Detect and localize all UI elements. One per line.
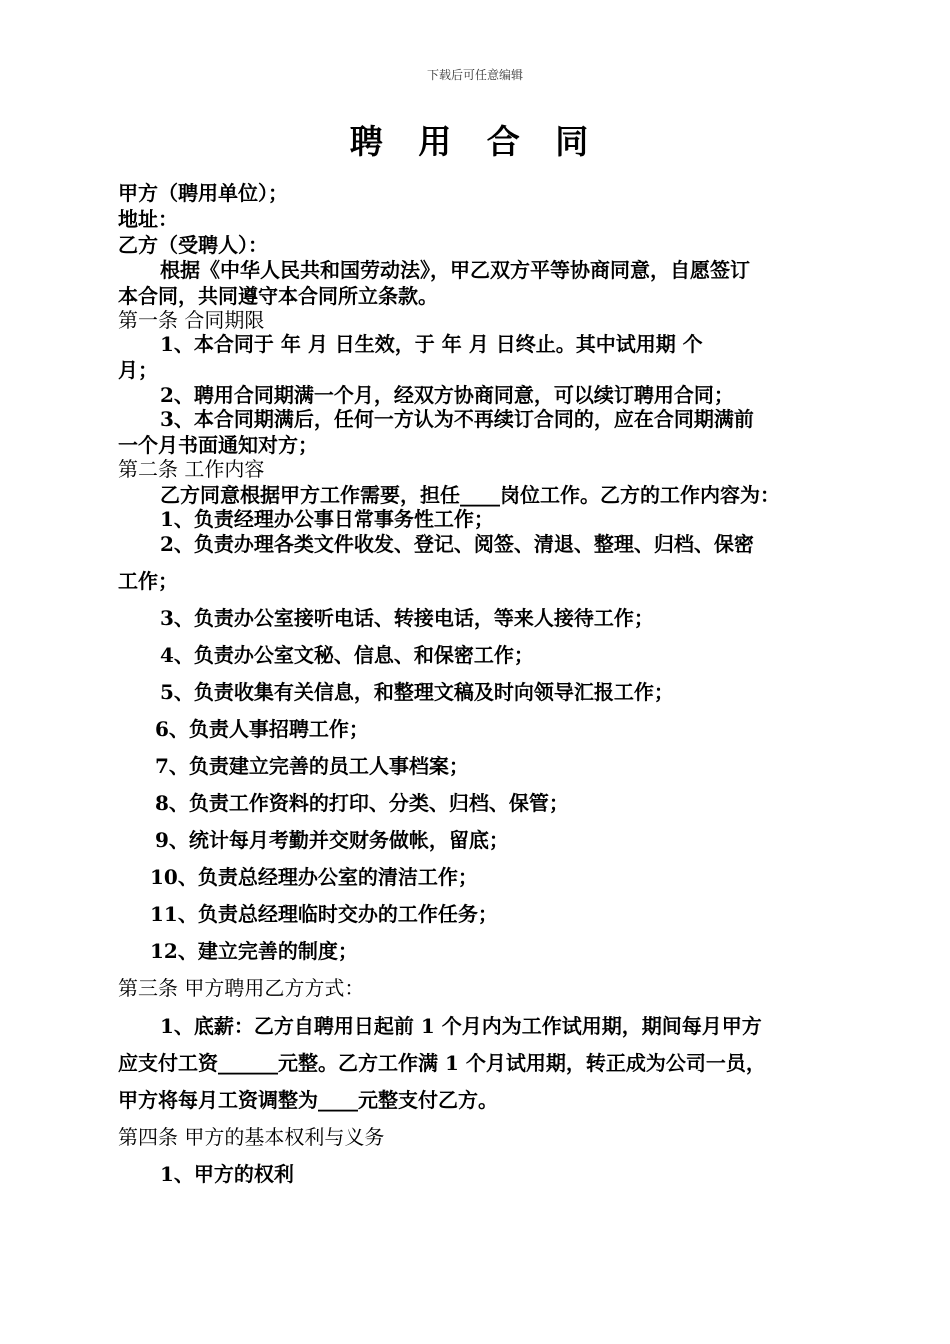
article-2-item-3: 3、负责办公室接听电话、转接电话，等来人接待工作； — [160, 606, 654, 630]
party-b-line: 乙方（受聘人）： — [118, 233, 268, 257]
article-1-item-1b: 月； — [118, 358, 158, 382]
article-2-item-9: 9、统计每月考勤并交财务做帐，留底； — [155, 828, 509, 852]
preamble-line-2: 本合同，共同遵守本合同所立条款。 — [118, 284, 438, 308]
document-title: 聘 用 合 同 — [349, 122, 601, 161]
article-2-item-7: 7、负责建立完善的员工人事档案； — [155, 754, 469, 778]
article-2-item-2b: 工作； — [118, 569, 178, 593]
article-2-intro: 乙方同意根据甲方工作需要，担任____岗位工作。乙方的工作内容为： — [160, 483, 780, 507]
article-2-item-1: 1、负责经理办公事日常事务性工作； — [160, 507, 494, 531]
article-2-item-8: 8、负责工作资料的打印、分类、归档、保管； — [155, 791, 569, 815]
party-a-line: 甲方（聘用单位）； — [118, 181, 288, 205]
article-4-heading: 第四条 甲方的基本权利与义务 — [118, 1125, 385, 1149]
preamble-line-1: 根据《中华人民共和国劳动法》，甲乙双方平等协商同意，自愿签订 — [160, 258, 750, 282]
article-1-item-3a: 3、本合同期满后，任何一方认为不再续订合同的，应在合同期满前 — [160, 407, 754, 431]
article-2-item-12: 12、建立完善的制度； — [150, 939, 358, 963]
article-2-item-10: 10、负责总经理办公室的清洁工作； — [150, 865, 478, 889]
article-1-item-3b: 一个月书面通知对方； — [118, 433, 318, 457]
article-1-heading: 第一条 合同期限 — [118, 308, 265, 332]
article-3-heading: 第三条 甲方聘用乙方方式： — [118, 976, 365, 1000]
article-3-item-1b: 应支付工资______元整。乙方工作满 1 个月试用期，转正成为公司一员， — [118, 1051, 766, 1075]
article-4-item-1: 1、甲方的权利 — [160, 1162, 294, 1186]
article-2-heading: 第二条 工作内容 — [118, 457, 265, 481]
article-2-item-11: 11、负责总经理临时交办的工作任务； — [150, 902, 498, 926]
article-1-item-2: 2、聘用合同期满一个月，经双方协商同意，可以续订聘用合同； — [160, 383, 734, 407]
article-2-item-5: 5、负责收集有关信息，和整理文稿及时向领导汇报工作； — [160, 680, 674, 704]
article-2-item-4: 4、负责办公室文秘、信息、和保密工作； — [160, 643, 534, 667]
article-3-item-1a: 1、底薪：乙方自聘用日起前 1 个月内为工作试用期，期间每月甲方 — [160, 1014, 762, 1038]
article-3-item-1c: 甲方将每月工资调整为____元整支付乙方。 — [118, 1088, 498, 1112]
article-1-item-1a: 1、本合同于 年 月 日生效，于 年 月 日终止。其中试用期 个 — [160, 332, 703, 356]
article-2-item-6: 6、负责人事招聘工作； — [155, 717, 369, 741]
article-2-item-2a: 2、负责办理各类文件收发、登记、阅签、清退、整理、归档、保密 — [160, 532, 754, 556]
header-note: 下载后可任意编辑 — [426, 68, 523, 82]
address-line: 地址： — [118, 207, 178, 231]
